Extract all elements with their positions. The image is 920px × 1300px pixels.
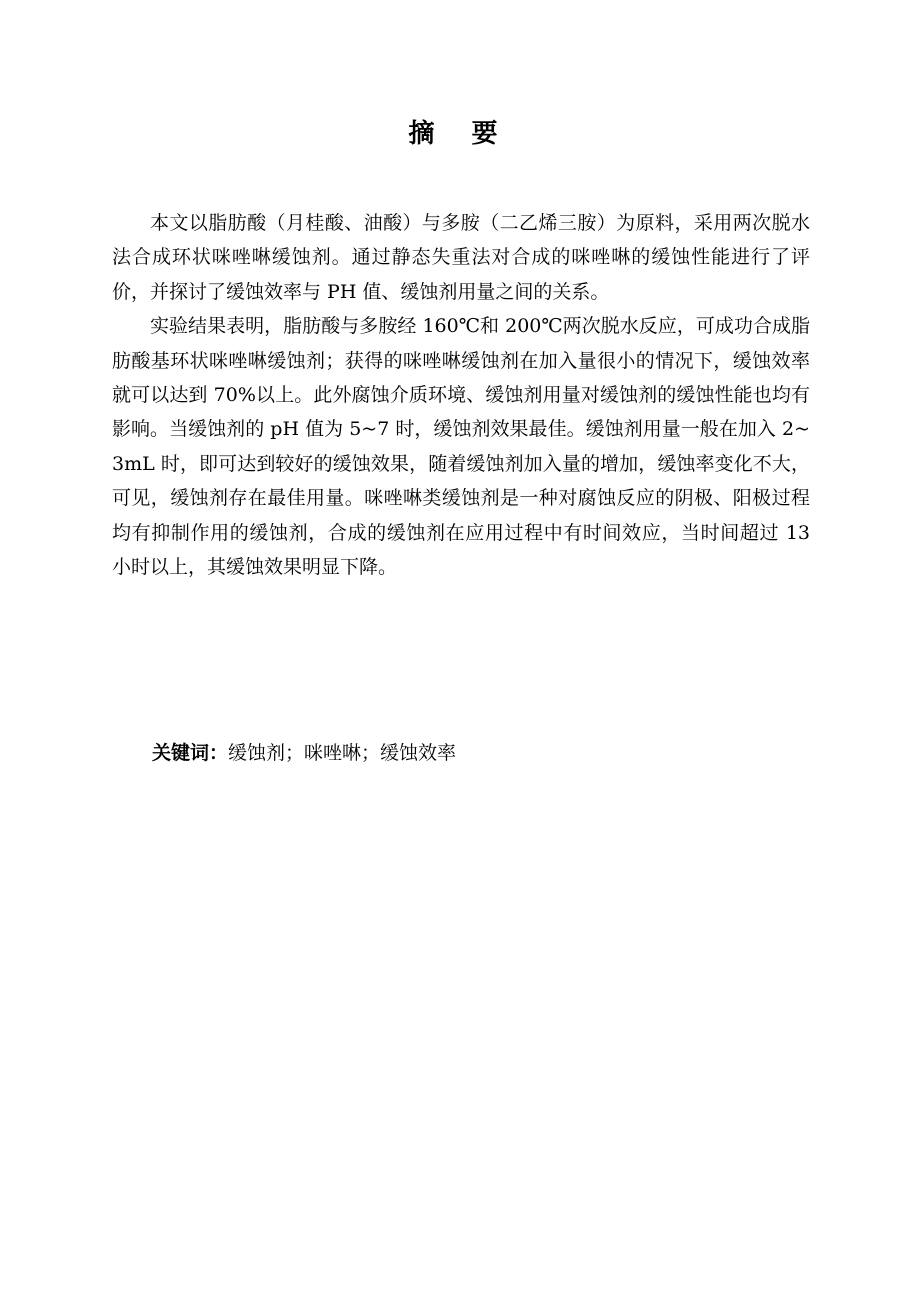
- abstract-paragraph-1: 本文以脂肪酸（月桂酸、油酸）与多胺（二乙烯三胺）为原料，采用两次脱水法合成环状咪唑啉缓蚀剂。通过静态失重法对合成的咪唑啉的缓蚀性能进行了评价，并探讨了缓蚀效率与 PH 值、缓蚀剂用量之间的关系。: [112, 212, 810, 303]
- keywords-line: [152, 738, 802, 768]
- keywords-label: 关键词：: [152, 742, 229, 764]
- abstract-paragraph-2: 实验结果表明，脂肪酸与多胺经 160℃和 200℃两次脱水反应，可成功合成脂肪酸基环状咪唑啉缓蚀剂；获得的咪唑啉缓蚀剂在加入量很小的情况下，缓蚀效率就可以达到 70%以上。此外腐蚀介质环境、缓蚀剂用量对缓蚀剂的缓蚀性能也均有影响。当缓蚀剂的 pH 值为 5~7 时，缓蚀剂效果最佳。缓蚀剂用量一般在加入 2~3mL 时，即可达到较好的缓蚀效果，随着缓蚀剂加入量的增加，缓蚀率变化不大，可见，缓蚀剂存在最佳用量。咪唑啉类缓蚀剂是一种对腐蚀反应的阴极、阳极过程均有抑制作用的缓蚀剂，合成的缓蚀剂在应用过程中有时间效应，当时间超过 13 小时以上，其缓蚀效果明显下降。: [112, 315, 810, 579]
- keywords-text: 缓蚀剂；咪唑啉；缓蚀效率: [228, 742, 457, 764]
- page-title: 摘 要: [408, 119, 512, 149]
- abstract-body: [112, 206, 810, 584]
